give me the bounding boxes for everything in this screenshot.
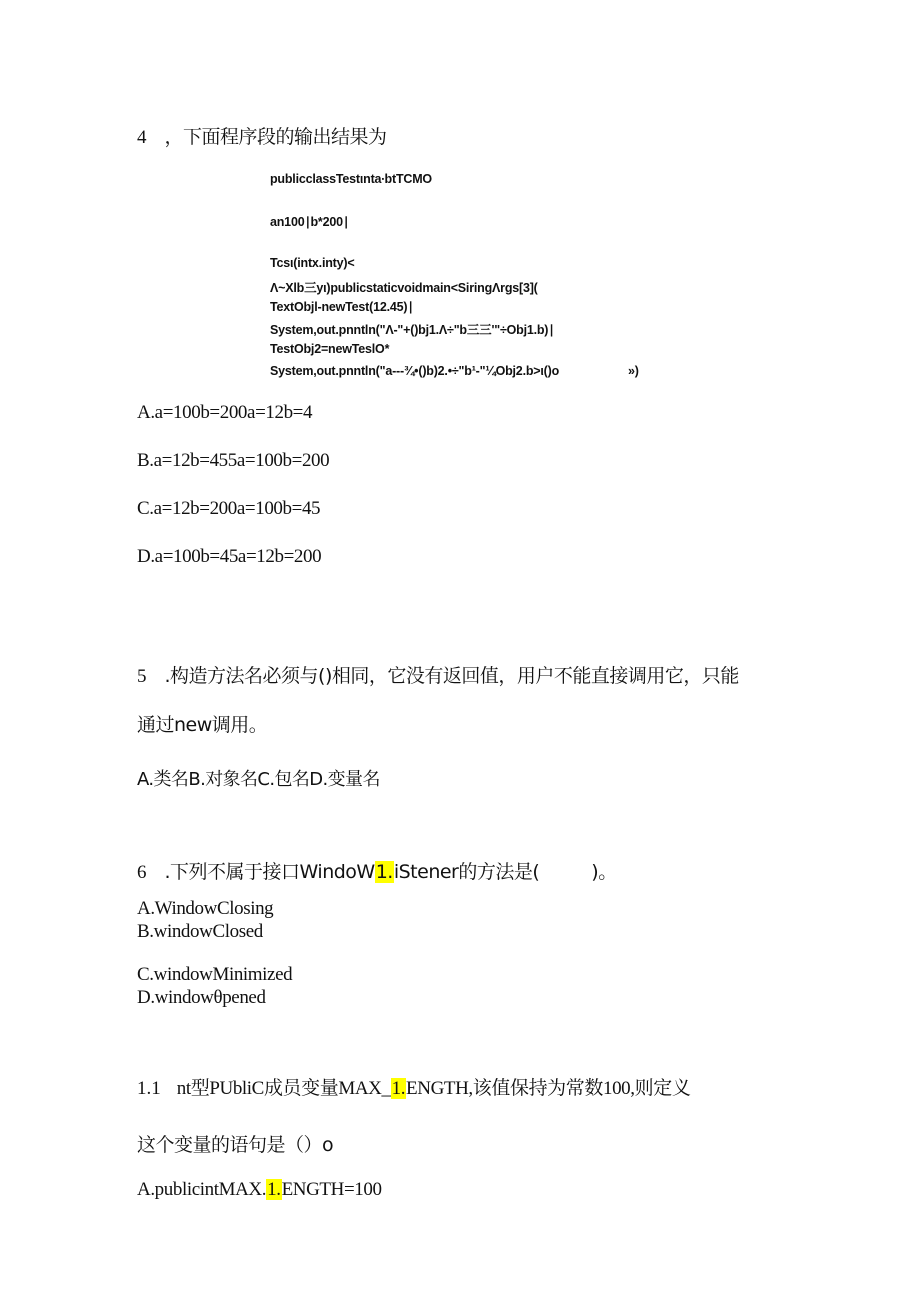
q7-option-a-highlight: 1.: [267, 1179, 281, 1200]
q4-code-line-7: TestObj2=newTeslO*: [270, 342, 390, 356]
q6-option-c: C.windowMinimized: [137, 964, 293, 985]
q5-options: A.类名B.对象名C.包名D.变量名: [137, 769, 380, 790]
q4-title: ，下面程序段的输出结果为: [164, 126, 387, 148]
q6-title-pre: .下列不属于接口WindoW: [164, 861, 375, 883]
q4-code-line-3: Tcsι(intx.inty)<: [270, 256, 355, 270]
q5-number: 5: [137, 666, 147, 687]
q4-option-c: C.a=12b=200a=100b=45: [137, 498, 321, 519]
q6-option-a: A.WindowClosing: [137, 898, 274, 919]
q4-number: 4: [137, 127, 147, 148]
q4-code-line-8: System,out.pnntln("a---¾•()b)2.•÷"b¹-"¼Obj2.b>ι()o: [270, 364, 560, 378]
q7-line-1: [137, 1073, 690, 1100]
q7-option-a-pre: A.publicintMAX.: [137, 1179, 267, 1200]
q7-number: 1.1: [137, 1078, 161, 1099]
q7-text-pre: nt型PUbliC成员变量MAX_: [176, 1078, 391, 1099]
q4-option-d: D.a=100b=45a=12b=200: [137, 546, 322, 567]
q4-option-a: A.a=100b=200a=12b=4: [137, 402, 313, 423]
q4-code-line-1: publicclassTestιnta∙btTCMO: [270, 172, 432, 186]
q7-text-highlight: 1.: [391, 1078, 406, 1099]
q4-code-line-6: System,out.pnntln("Λ-"+()bj1.Λ÷"b三三'"÷Obj1.b)∣: [270, 323, 555, 337]
q6-number: 6: [137, 862, 147, 883]
q7-text-post: ENGTH,该值保持为常数100,则定义: [406, 1078, 691, 1099]
q5-line-1: [137, 661, 739, 688]
q4-heading: [137, 122, 387, 149]
q6-heading: [137, 857, 617, 884]
q7-option-a: [137, 1179, 382, 1201]
q4-code-line-2: an100∣b*200∣: [270, 215, 349, 229]
q7-line-2: 这个变量的语句是（）o: [137, 1134, 334, 1156]
q4-code-line-8-tail: »): [628, 364, 639, 378]
q6-option-d: D.windowθpened: [137, 987, 266, 1008]
q4-code-line-5: TextObjl-newTest(12.45)∣: [270, 300, 414, 314]
q4-code-line-4: Λ~Xlb三yι)publicstaticvoidmain<SiringΛrgs[3](: [270, 281, 538, 295]
q6-title-end: )。: [591, 861, 617, 883]
q6-option-b: B.windowClosed: [137, 921, 263, 942]
q7-option-a-post: ENGTH=100: [281, 1179, 382, 1200]
q6-title-post: iStener的方法是(: [393, 861, 540, 883]
q4-option-b: B.a=12b=455a=100b=200: [137, 450, 330, 471]
q5-text-1: .构造方法名必须与()相同，它没有返回值，用户不能直接调用它，只能: [164, 665, 739, 687]
q6-title-highlight: 1.: [375, 861, 393, 883]
q5-line-2: 通过new调用。: [137, 714, 268, 736]
